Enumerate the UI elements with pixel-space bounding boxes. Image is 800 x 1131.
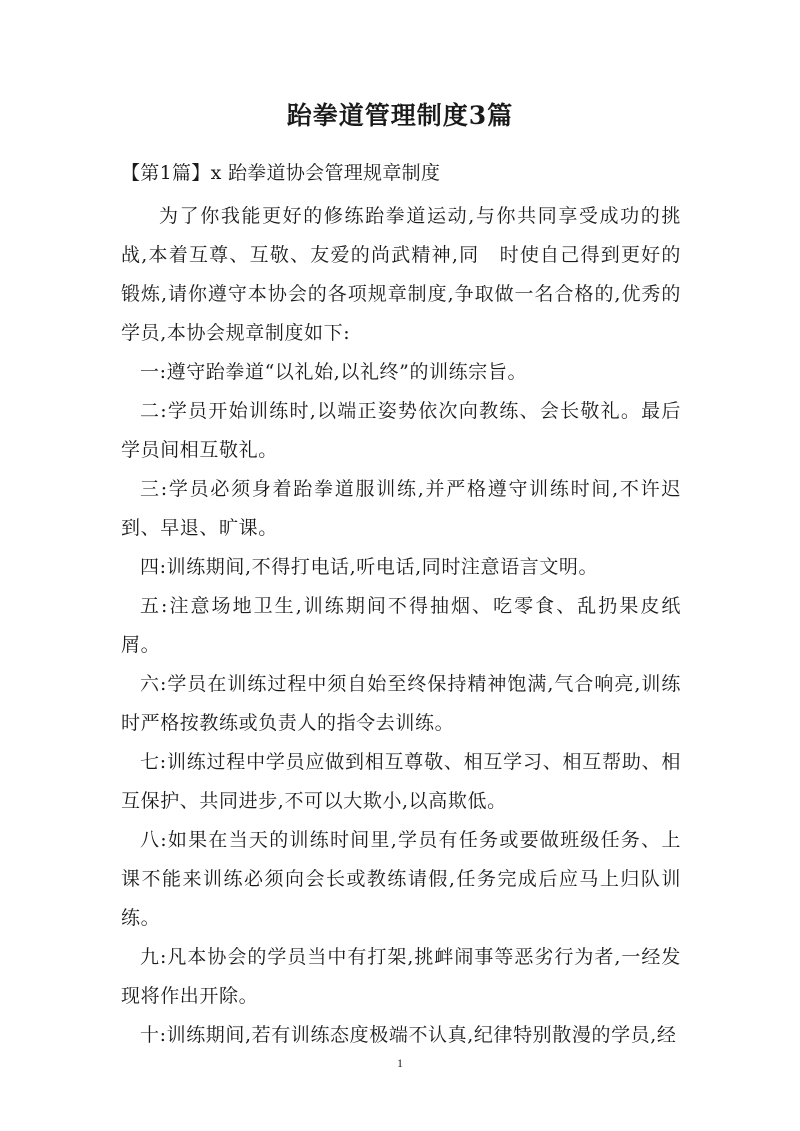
section-heading: 【第1篇】x 跆拳道协会管理规章制度 bbox=[121, 162, 441, 184]
rule-item-8: 八:如果在当天的训练时间里,学员有任务或要做班级任务、上课不能来训练必须向会长或教练请假,任务完成后应马上归队训练。 bbox=[121, 829, 681, 929]
intro-paragraph: 为了你我能更好的修练跆拳道运动,与你共同享受成功的挑战,本着互尊、互敬、友爱的尚武精神,同 时使自己得到更好的锻炼,请你遵守本协会的各项规章制度,争取做一名合格的,优秀的学员,本协会规章制度如下: bbox=[121, 205, 681, 344]
document-title: 跆拳道管理制度3篇 bbox=[286, 101, 514, 130]
rule-item-10: 十:训练期间,若有训练态度极端不认真,纪律特别散漫的学员,经 bbox=[140, 1024, 677, 1046]
page-number: 1 bbox=[397, 1056, 403, 1070]
rule-item-7: 七:训练过程中学员应做到相互尊敬、相互学习、相互帮助、相互保护、共同进步,不可以大欺小,以高欺低。 bbox=[121, 751, 681, 812]
rule-item-2: 二:学员开始训练时,以端正姿势依次向教练、会长敬礼。最后学员间相互敬礼。 bbox=[121, 400, 681, 461]
rule-item-5: 五:注意场地卫生,训练期间不得抽烟、吃零食、乱扔果皮纸屑。 bbox=[121, 595, 681, 656]
rule-item-9: 九:凡本协会的学员当中有打架,挑衅闹事等恶劣行为者,一经发现将作出开除。 bbox=[121, 946, 681, 1007]
rule-item-6: 六:学员在训练过程中须自始至终保持精神饱满,气合响亮,训练时严格按教练或负责人的指令去训练。 bbox=[121, 673, 681, 734]
document-body bbox=[121, 197, 681, 1055]
rule-item-1: 一:遵守跆拳道“以礼始,以礼终”的训练宗旨。 bbox=[140, 361, 528, 383]
rule-item-4: 四:训练期间,不得打电话,听电话,同时注意语言文明。 bbox=[140, 556, 599, 578]
rule-item-3: 三:学员必须身着跆拳道服训练,并严格遵守训练时间,不许迟到、早退、旷课。 bbox=[121, 478, 681, 539]
